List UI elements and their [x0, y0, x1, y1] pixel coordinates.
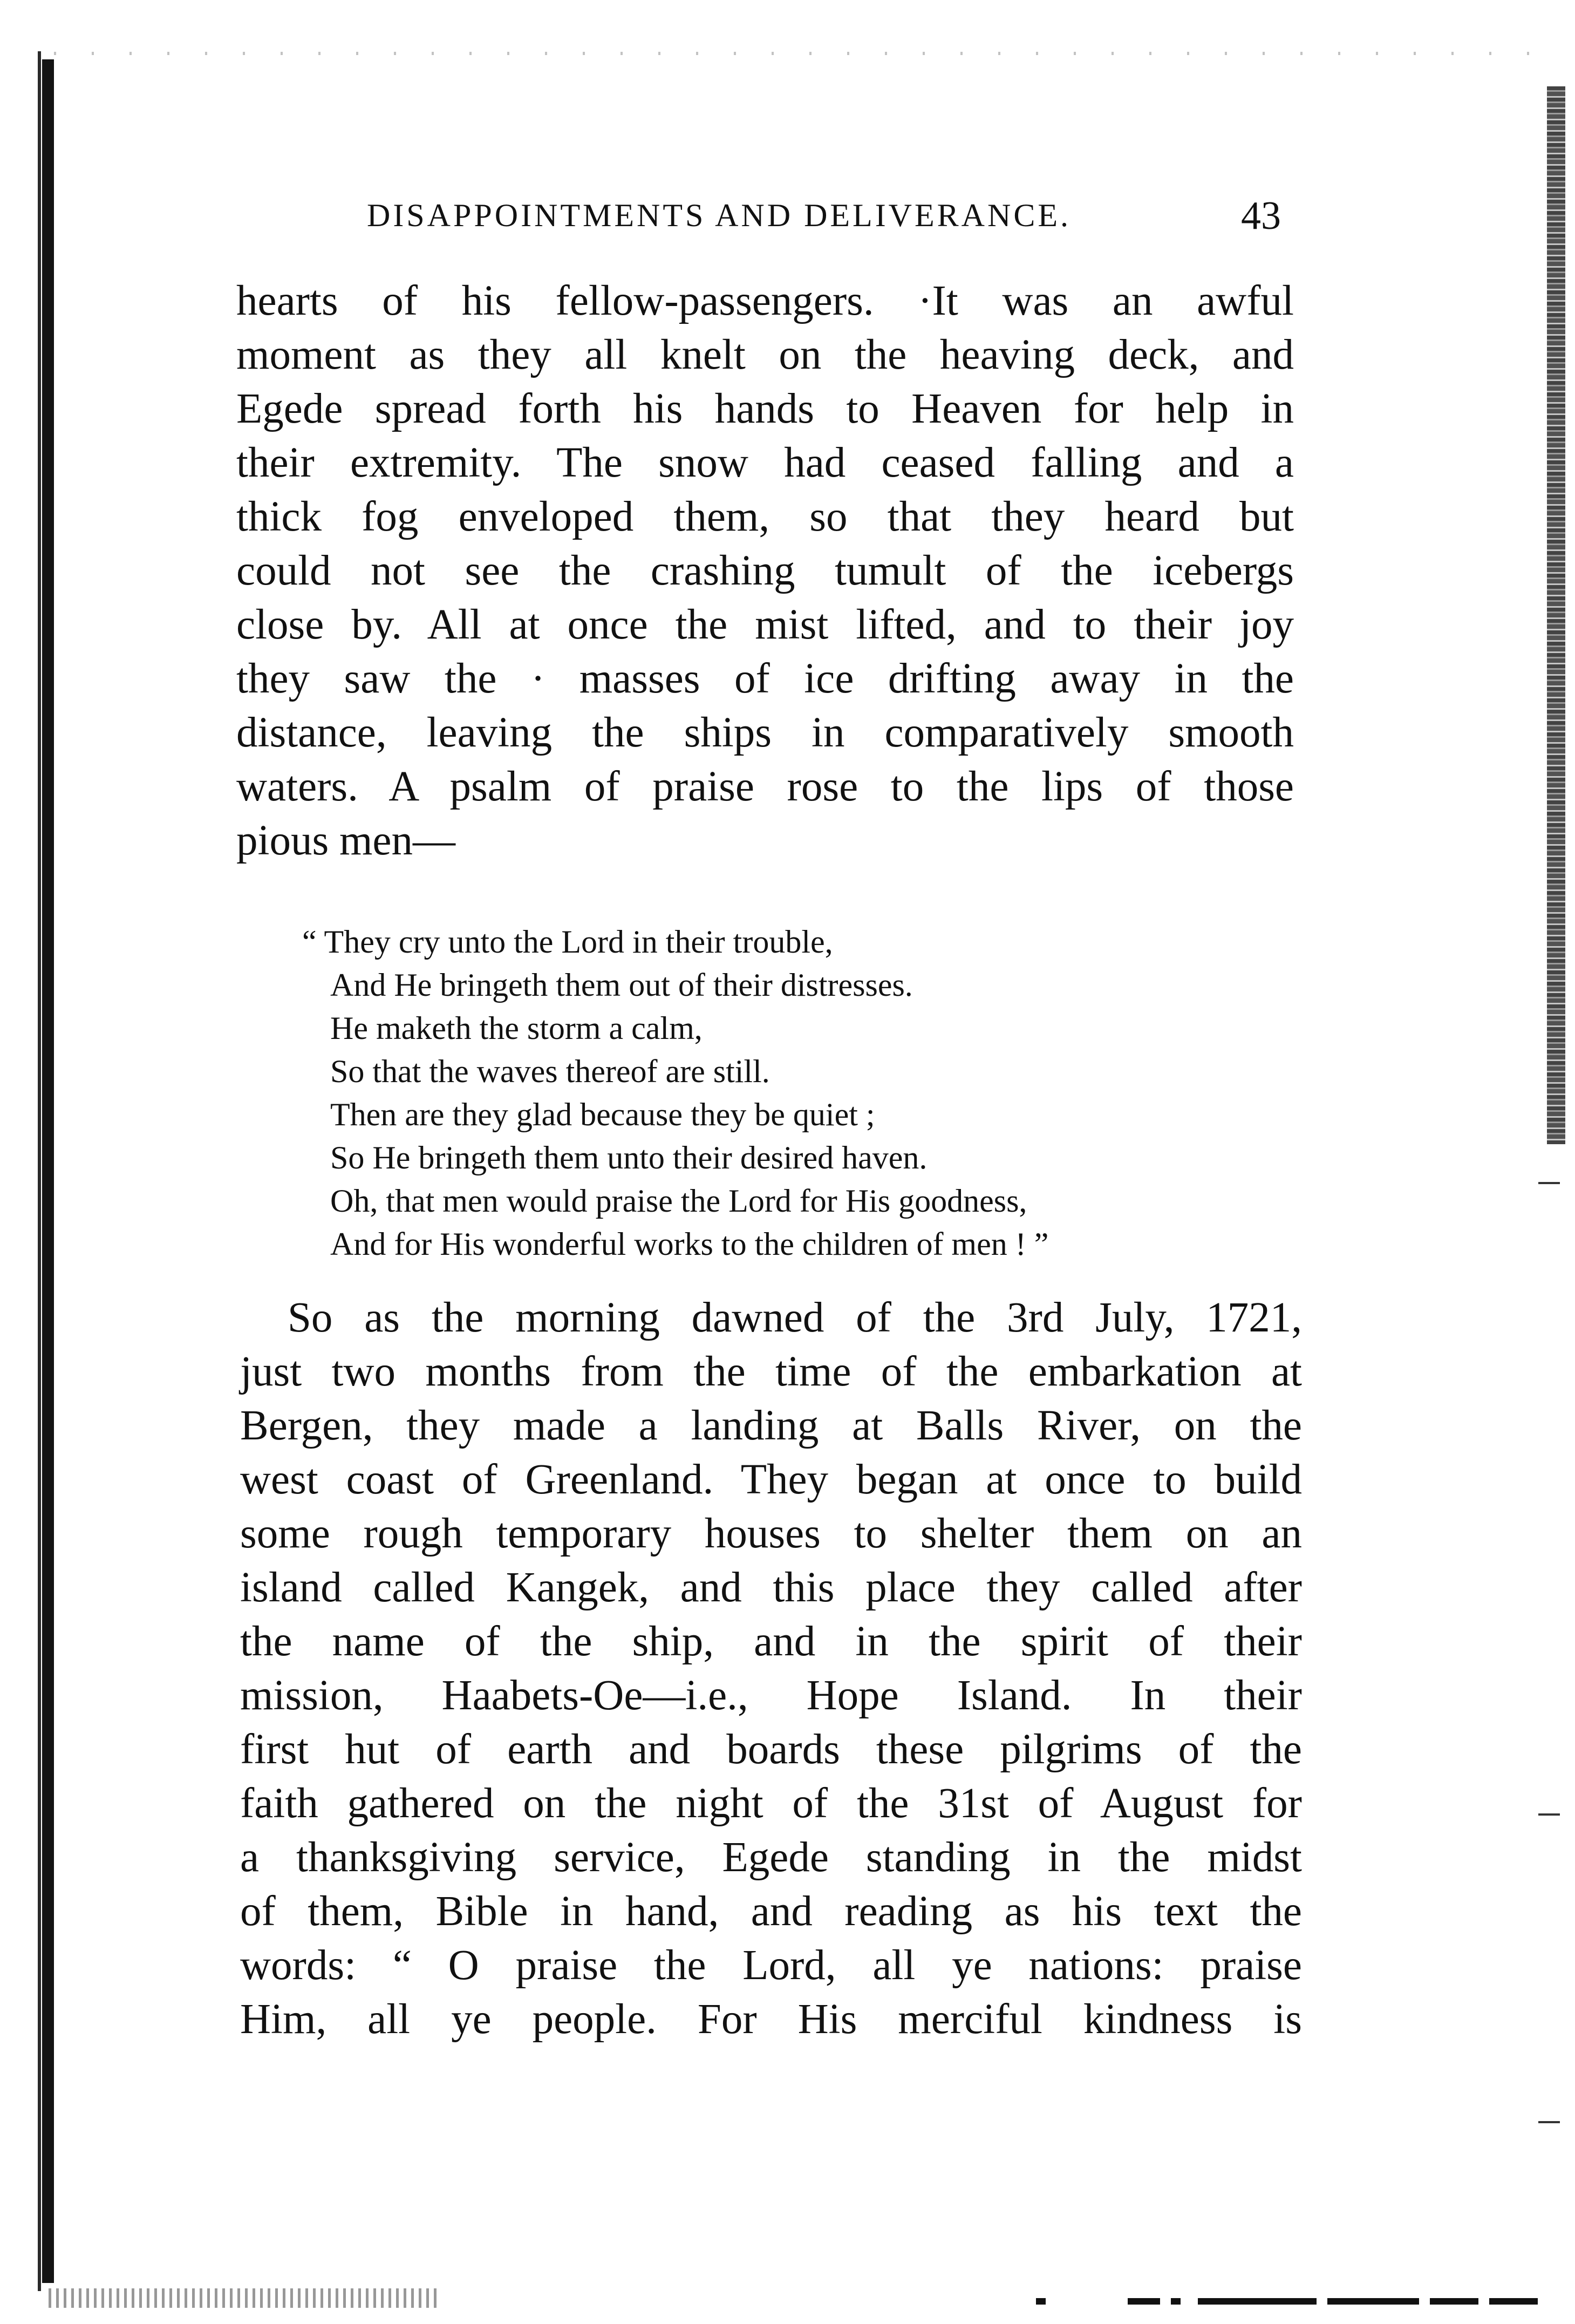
scan-bottom-dash: [1036, 2298, 1046, 2305]
text-line: moment as they all knelt on the heaving deck, and: [236, 331, 1294, 378]
scan-right-edge-mark: [1538, 2121, 1560, 2123]
text-line: west coast of Greenland. They began at once to build: [240, 1456, 1302, 1503]
scan-bottom-dash: [1489, 2298, 1538, 2305]
scan-right-edge-mark: [1538, 1813, 1560, 1816]
quote-line: So that the waves thereof are still.: [330, 1054, 770, 1089]
text-line: pious men—: [236, 817, 455, 864]
text-line: faith gathered on the night of the 31st of August for: [240, 1780, 1302, 1827]
text-line: words: “ O praise the Lord, all ye nations: praise: [240, 1942, 1302, 1989]
text-line: of them, Bible in hand, and reading as his text the: [240, 1888, 1302, 1935]
scan-bottom-dash: [1198, 2298, 1317, 2305]
body-paragraph-1: [236, 274, 1294, 868]
quote-line: He maketh the storm a calm,: [330, 1010, 703, 1046]
scan-binding-shadow: [38, 51, 41, 2291]
scan-bottom-dash: [1171, 2298, 1181, 2305]
scan-left-edge-rule: [42, 59, 54, 2283]
scan-bottom-dash: [1128, 2298, 1160, 2305]
scan-bottom-dash: [1327, 2298, 1419, 2305]
text-line: close by. All at once the mist lifted, and to their joy: [236, 601, 1294, 648]
scan-right-edge-mark: [1538, 1182, 1560, 1184]
text-line: just two months from the time of the embarkation at: [240, 1348, 1302, 1395]
quote-line: And for His wonderful works to the children of men ! ”: [330, 1226, 1049, 1262]
text-line: island called Kangek, and this place they called after: [240, 1564, 1302, 1611]
quote-line: Oh, that men would praise the Lord for His goodness,: [330, 1183, 1027, 1219]
text-line: mission, Haabets-Oe—i.e., Hope Island. In their: [240, 1672, 1302, 1719]
page-number: 43: [1241, 194, 1281, 238]
text-line: distance, leaving the ships in comparatively smooth: [236, 709, 1294, 756]
running-header-title: DISAPPOINTMENTS AND DELIVERANCE.: [367, 198, 1072, 233]
text-line: could not see the crashing tumult of the icebergs: [236, 547, 1294, 594]
text-line: first hut of earth and boards these pilgrims of the: [240, 1726, 1302, 1773]
text-line: they saw the · masses of ice drifting away in the: [236, 655, 1294, 702]
text-line: So as the morning dawned of the 3rd July, 1721,: [288, 1294, 1302, 1341]
psalm-quotation: [302, 920, 1048, 1266]
text-line: waters. A psalm of praise rose to the lips of those: [236, 763, 1294, 810]
scan-bottom-dash: [1430, 2298, 1478, 2305]
scan-top-specks: [54, 52, 1543, 55]
text-line: a thanksgiving service, Egede standing in the midst: [240, 1834, 1302, 1881]
scan-right-edge-texture: [1547, 86, 1565, 1144]
body-paragraph-2: [240, 1291, 1302, 2047]
quote-line: And He bringeth them out of their distresses.: [330, 967, 913, 1003]
text-line: Him, all ye people. For His merciful kindness is: [240, 1996, 1302, 2043]
text-line: some rough temporary houses to shelter them on an: [240, 1510, 1302, 1557]
text-line: their extremity. The snow had ceased falling and a: [236, 439, 1294, 486]
quote-line: Then are they glad because they be quiet ;: [330, 1097, 875, 1132]
text-line: thick fog enveloped them, so that they heard but: [236, 493, 1294, 540]
text-line: the name of the ship, and in the spirit of their: [240, 1618, 1302, 1665]
text-line: Egede spread forth his hands to Heaven for help in: [236, 385, 1294, 432]
quote-line: “ They cry unto the Lord in their trouble,: [302, 924, 833, 960]
text-line: hearts of his fellow-passengers. ·It was an awful: [236, 277, 1294, 324]
scan-bottom-left-specks: [49, 2288, 437, 2308]
text-line: Bergen, they made a landing at Balls River, on the: [240, 1402, 1302, 1449]
quote-line: So He bringeth them unto their desired haven.: [330, 1140, 928, 1175]
